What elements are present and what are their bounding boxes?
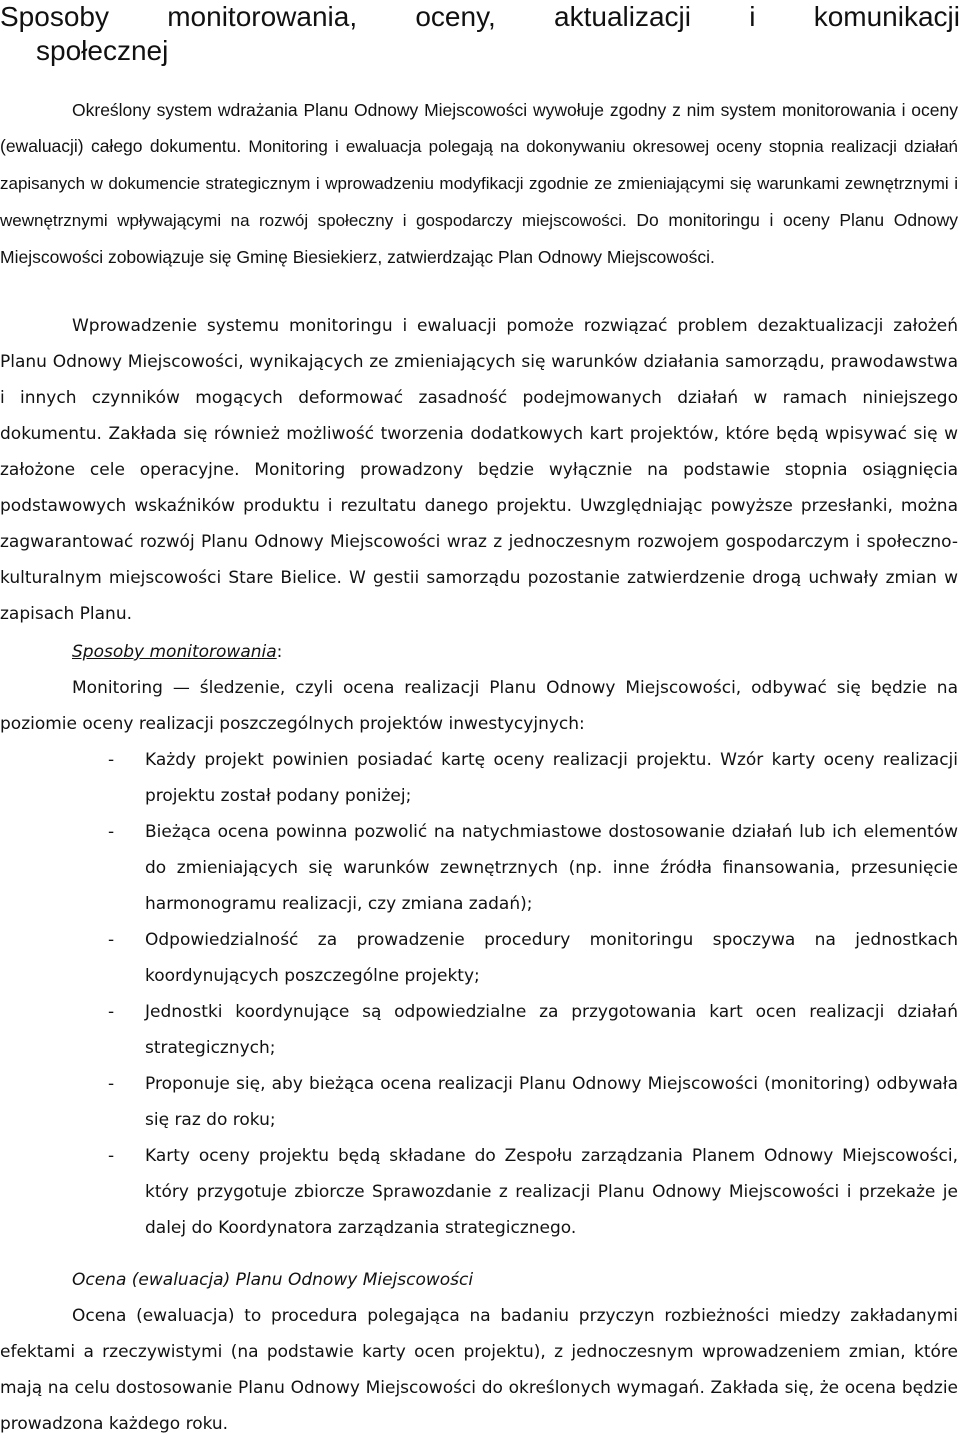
list-item-text: Odpowiedzialność za prowadzenie procedury monitoringu spoczywa na jednostkach koordynujących poszczególne projekty; xyxy=(145,930,958,986)
title-line-2: społecznej xyxy=(36,35,169,66)
paragraph-intro xyxy=(0,92,958,275)
list-item-text: Proponuje się, aby bieżąca ocena realizacji Planu Odnowy Miejscowości (monitoring) odbywała się raz do roku; xyxy=(145,1074,958,1130)
list-item-text: Karty oceny projektu będą składane do Zespołu zarządzania Planem Odnowy Miejscowości, który przygotuje zbiorcze Sprawozdanie z realizacji Planu Odnowy Miejscowości i przekaże je dalej do Koordynatora zarządzania strategicznego. xyxy=(145,1146,958,1238)
paragraph-evaluation: Ocena (ewaluacja) to procedura polegająca na badaniu przyczyn rozbieżności miedzy zakładanymi efektami a rzeczywistymi (na podstawie karty ocen projektu), z jednoczesnym wprowadzeniem zmian, które mają na celu dostosowanie Planu Odnowy Miejscowości do określonych wymagań. Zakłada się, że ocena będzie prowadzona każdego roku. xyxy=(0,1306,958,1434)
paragraph-intro-part3: Do monitoringu i oceny Planu Odnowy Miejscowości zobowiązuje się Gminę Biesiekierz, zatwierdzając Plan Odnowy Miejscowości. xyxy=(0,210,958,267)
list-item-text: Jednostki koordynujące są odpowiedzialne za przygotowania kart ocen realizacji działań strategicznych; xyxy=(145,1002,958,1058)
dash-marker: - xyxy=(108,822,115,842)
heading-evaluation: Ocena (ewaluacja) Planu Odnowy Miejscowości xyxy=(72,1270,474,1290)
list-item xyxy=(0,1138,958,1246)
page-title xyxy=(0,0,960,68)
list-item-text: Bieżąca ocena powinna pozwolić na natychmiastowe dostosowanie działań lub ich elementów do zmieniających się warunków zewnętrznych (np. inne źródła finansowania, przesunięcie harmonogramu realizacji, czy zmiana zadań); xyxy=(145,822,958,914)
paragraph-intro-part1: Określony system wdrażania Planu Odnowy Miejscowości wywołuje zgodny z nim system monitorowania i oceny (ewaluacji) całego dokumentu. xyxy=(0,100,958,156)
paragraph-intro-part2: Monitoring i ewaluacja polegają na dokonywaniu okresowej oceny stopnia realizacji działań zapisanych w dokumencie strategicznym i wprowadzeniu modyfikacji zgodnie ze zmieniającymi się warunkami zewnętrznymi i wewnętrznymi wpływającymi na rozwój społeczny i gospodarczy miejscowości. xyxy=(0,137,958,230)
list-item xyxy=(0,994,958,1066)
heading-monitoring xyxy=(72,634,282,670)
heading-monitoring-text: Sposoby monitorowania xyxy=(72,642,277,662)
monitoring-bullet-list xyxy=(0,742,958,1246)
dash-marker: - xyxy=(108,1146,115,1166)
list-item-text: Każdy projekt powinien posiadać kartę oceny realizacji projektu. Wzór karty oceny realizacji projektu został podany poniżej; xyxy=(145,750,958,806)
list-item xyxy=(0,742,958,814)
dash-marker: - xyxy=(108,1074,115,1094)
dash-marker: - xyxy=(108,930,115,950)
dash-marker: - xyxy=(108,1002,115,1022)
dash-marker: - xyxy=(108,750,115,770)
heading-monitoring-colon: : xyxy=(276,642,283,662)
list-item xyxy=(0,1066,958,1138)
title-line-1: Sposoby monitorowania, oceny, aktualizacji i komunikacji xyxy=(0,1,960,32)
paragraph-system: Wprowadzenie systemu monitoringu i ewaluacji pomoże rozwiązać problem dezaktualizacji założeń Planu Odnowy Miejscowości, wynikających ze zmieniających się warunków działania samorządu, prawodawstwa i innych czynników mogących deformować zasadność podejmowanych działań w ramach niniejszego dokumentu. Zakłada się również możliwość tworzenia dodatkowych kart projektów, które będą wpisywać się w założone cele operacyjne. Monitoring prowadzony będzie wyłącznie na podstawie stopnia osiągnięcia podstawowych wskaźników produktu i rezultatu danego projektu. Uwzględniając powyższe przesłanki, można zagwarantować rozwój Planu Odnowy Miejscowości wraz z jednoczesnym rozwojem gospodarczym i społeczno-kulturalnym miejscowości Stare Bielice. W gestii samorządu pozostanie zatwierdzenie drogą uchwały zmian w zapisach Planu. xyxy=(0,316,958,624)
list-item xyxy=(0,814,958,922)
list-item xyxy=(0,922,958,994)
paragraph-monitoring: Monitoring — śledzenie, czyli ocena realizacji Planu Odnowy Miejscowości, odbywać się będzie na poziomie oceny realizacji poszczególnych projektów inwestycyjnych: xyxy=(0,678,958,734)
